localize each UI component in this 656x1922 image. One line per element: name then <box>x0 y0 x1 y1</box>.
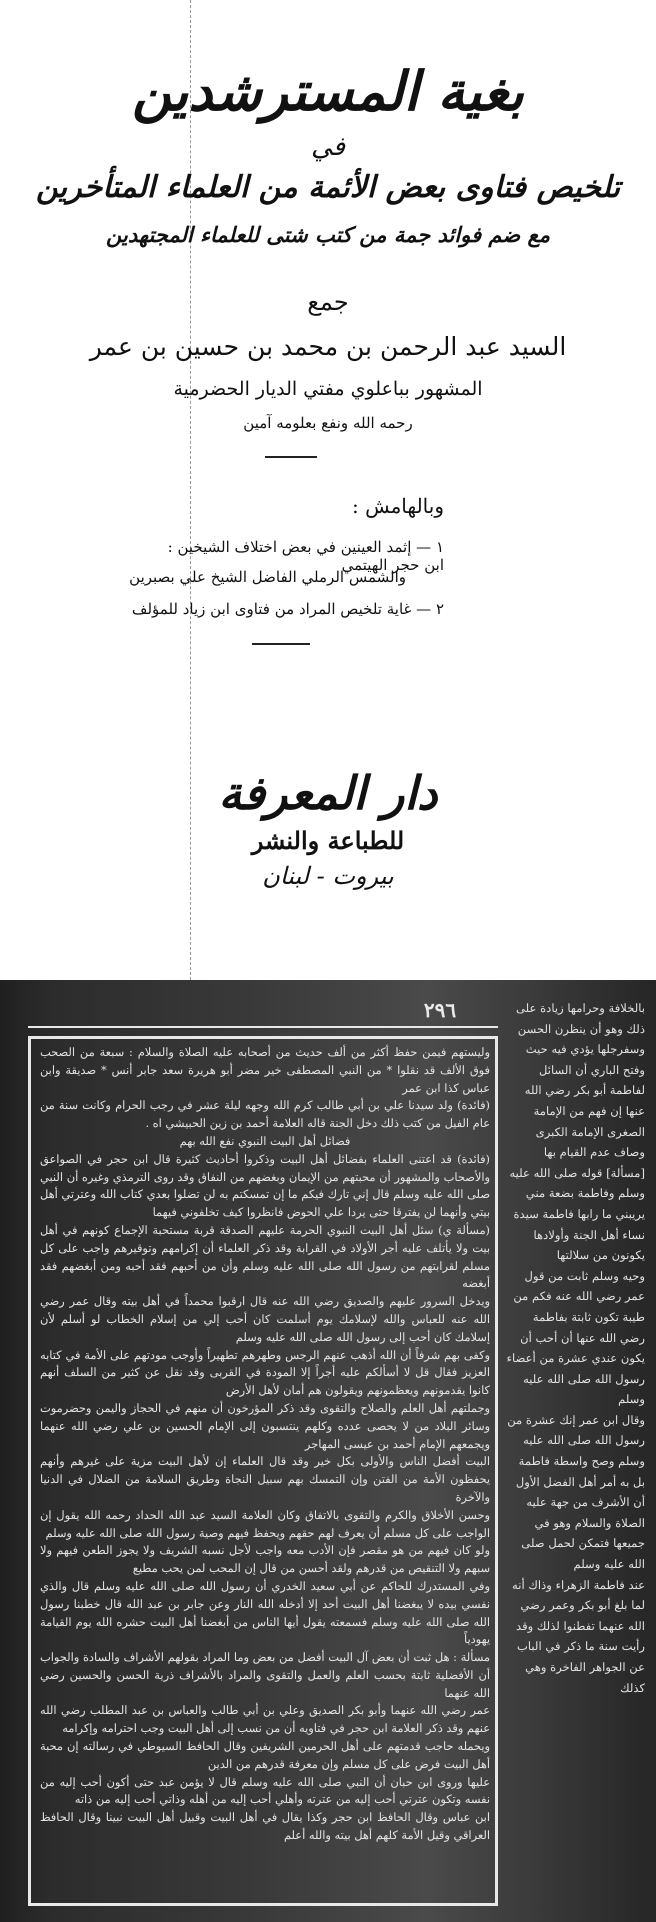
main-paragraph: وحسن الأخلاق والكرم والتقوى بالاتفاق وكان العلامة السيد عبد الله الحداد رحمه الله يقول إن الواجب على كل مسلم أن يعرف لهم حقهم ويحفظ فيهم وصية رسول الله صلى الله عليه وسلم <box>40 1507 490 1540</box>
margin-paragraph: وقال ابن عمر إنك عشرة من رسول الله صلى الله عليه وسلم وصح واسطة فاطمة بل به أمر أهل الفضل الأول أن الأشرف من جهة عليه الصلاة والسلام وهو في جميعها فتمكن لحمل صلى الله عليه وسلم <box>507 1412 645 1572</box>
divider <box>265 456 317 458</box>
publisher-subtitle: للطباعة والنشر <box>251 826 405 855</box>
main-paragraph: البيت أفضل الناس والأولى بكل خير وقد قال العلماء إن لأهل البيت مزية على غيرهم وأنهم يحفظون الأمة من الفتن وإن التمسك بهم سبيل النجاة وطريق السلامة من الضلال في الدنيا والآخرة <box>40 1454 490 1504</box>
author-title: المشهور بباعلوي مفتي الديار الحضرمية <box>173 378 483 400</box>
margin-item-2 <box>114 600 444 618</box>
divider <box>252 643 310 645</box>
margin-item-text: — إثمد العينين في بعض اختلاف الشيخين : ابن حجر الهيتمي <box>167 538 444 574</box>
main-paragraph: وفي المستدرك للحاكم عن أبي سعيد الخدري أن رسول الله صلى الله عليه وسلم قال والذي نفسي بيده لا يبغضنا أهل البيت أحد إلا أدخله الله النار وعن جابر بن عبد الله قال خطبنا رسول الله صلى الله عليه وسلم فسمعته يقول أيها الناس من أبغضنا أهل البيت حشره الله يوم القيامة يهودياً <box>40 1578 490 1647</box>
margin-heading: وبالهامش : <box>351 494 444 518</box>
margin-item-text: — غاية تلخيص المراد من فتاوى ابن زياد للمؤلف <box>131 600 432 618</box>
main-paragraph: (فائدة) ولد سيدنا علي بن أبي طالب كرم الله وجهه ليلة عشر في رجب الحرام وكانت سنة من عام الفيل من كتب ذلك دخل الجنة قاله العلامة أحمد بن زين الحبيشي اه . <box>40 1098 490 1131</box>
frame-top-rule <box>28 1026 498 1028</box>
publisher-name: دار المعرفة <box>218 766 438 820</box>
margin-text-column <box>505 998 645 1908</box>
book-subtitle-line-1: تلخيص فتاوى بعض الأئمة من العلماء المتأخرين <box>35 170 621 205</box>
main-paragraph: ويحمله حاجب قدمتهم على أهل الحرمين الشريفين وقال الحافظ السيوطي في رسالته إن محبة أهل البيت فرض على كل مسلم وإن معرفة قدرهم من الدين <box>40 1739 490 1771</box>
compiled-by-label: جمع <box>307 288 349 316</box>
book-title: بغية المسترشدين <box>132 59 524 123</box>
main-paragraph: (فائدة) قد اعتنى العلماء بفضائل أهل البيت وذكروا أحاديث كثيرة قال ابن حجر في الصواعق والأصحاب والمشهور أن محبتهم من الإيمان وبغضهم من النفاق وقد روى الترمذي وغيره أن النبي صلى الله عليه وسلم قال إني تارك فيكم ما إن تمسكتم به لن تضلوا بعدي كتاب الله وعترتي أهل بيتي وأنهما لن يفترقا حتى يردا علي الحوض فانظروا كيف تخلفوني فيهما <box>40 1151 490 1220</box>
main-paragraph: ابن عباس وقال الحافظ ابن حجر وكذا يقال في أهل البيت وقبيل أهل البيت نبينا وقال الحافظ العراقي وقيل الأمة كلهم أهل بيته والله أعلم <box>40 1810 490 1843</box>
main-paragraph: ويدخل السرور عليهم والصديق رضي الله عنه قال ارقبوا محمداً في أهل بيته وقال عمر رضي الله عنه للعباس والله لإسلامك يوم أسلمت كان أحب إلي من إسلام الخطاب لو أسلم لأن إسلامك كان أحب إلى رسول الله صلى الله عليه وسلم <box>40 1294 490 1344</box>
margin-paragraph: عند فاطمة الزهراء وذاك أنه لما بلغ أبو بكر وعمر رضي الله عنهما تفطنوا لذلك وقد رأيت سنة ما ذكر في الباب عن الجواهر الفاخرة وهي كذلك <box>512 1577 645 1695</box>
main-text-block <box>40 1044 490 1899</box>
page-number: ٢٩٦ <box>423 998 457 1022</box>
margin-item-number: ٢ <box>435 600 444 618</box>
publisher-city: بيروت - لبنان <box>262 862 394 890</box>
main-paragraph: عليها وروى ابن حبان أن النبي صلى الله عليه وسلم قال لا يؤمن عبد حتى أكون أحب إليه من نفسه وتكون عترتي أحب إليه من عترته وأهلي أحب إليه من أهله وذاتي أحب إليه من ذاته <box>40 1774 490 1807</box>
margin-paragraph: [مسألة] قوله صلى الله عليه وسلم وفاطمة بضعة مني يريبني ما رابها فاطمة سيدة نساء أهل الجنة وأولادها يكونون من سلالتها <box>509 1165 645 1263</box>
main-paragraph: وجملتهم أهل العلم والصلاح والتقوى وقد ذكر المؤرخون أن منهم في الحجاز واليمن وحضرموت وسائر البلاد من لا يحصى عدده وكلهم ينتسبون إلى الإمام الحسين بن علي رضي الله عنهما ويجمعهم الإمام أحمد بن عيسى المهاجر <box>40 1400 490 1451</box>
margin-item-number: ١ <box>435 538 444 556</box>
margin-item-1-continuation: والشمس الرملي الفاضل الشيخ علي بصبرين <box>129 568 406 586</box>
main-paragraph: وليستهم فيمن حفظ أكثر من ألف حديث من أصحابه عليه الصلاة والسلام : سبعة من الصحب فوق الألف قد نقلوا * من النبي المصطفى خير مضر أبو هريرة سعد جابر أنس * صديقة وابن عباس كذا ابن عمر <box>40 1045 490 1095</box>
main-paragraph: وكفى بهم شرفاً أن الله أذهب عنهم الرجس وطهرهم تطهيراً وأوجب مودتهم على الأمة في كتابه العزيز فقال قل لا أسألكم عليه أجراً إلا المودة في القربى وقد نقل عن كثير من السلف أنهم كانوا يقدمونهم ويعظمونهم ويقولون هم أمان لأهل الأرض <box>40 1347 490 1398</box>
title-connector: في <box>310 132 346 162</box>
section-heading: فضائل أهل البيت النبوي نفع الله بهم <box>179 1133 351 1148</box>
main-paragraph: ولو كان فيهم من هو مقصر فإن الأدب معه واجب لأجل نسبه الشريف ولا يجوز الطعن فيهم ولا سبهم ولا التنقيص من قدرهم ولقد أحسن من قال إن المحب لمن يحب مطيع <box>40 1543 490 1576</box>
margin-paragraph: بالخلافة وحرامها زيادة على ذلك وهو أن ينظرن الحسن وسفرجلها يؤدي فيه حيث وفتح الباري أن السائل لفاطمة أبو بكر رضي الله عنها إن فهم من الإمامة الصغرى الإمامة الكبرى وصاف عدم القيام بها <box>516 1001 645 1160</box>
main-paragraph: (مسألة ي) سئل أهل البيت النبوي الحرمة عليهم الصدقة قربة مستحبة الإجماع كونهم في أهل بيت ولا يأتلف عليه أجر الأولاد في القرابة وقد ذكر العلماء أن إكرامهم وتوقيرهم واجب على كل مسلم لقرابتهم من رسول الله صلى الله عليه وسلم وأن من أحبهم فقد أحبه ومن أبغضهم فقد أبغضه <box>40 1222 490 1291</box>
author-name: السيد عبد الرحمن بن محمد بن حسين بن عمر <box>89 332 567 361</box>
main-paragraph: عمر رضي الله عنهما وأبو بكر الصديق وعلي بن أبي طالب والعباس بن عبد المطلب رضي الله عنهم وقد ذكر العلامة ابن حجر في فتاويه أن من نسب إلى أهل البيت وجب احترامه وإكرامه <box>40 1703 490 1736</box>
book-subtitle-line-2: مع ضم فوائد جمة من كتب شتى للعلماء المجتهدين <box>106 222 550 247</box>
scanned-page <box>0 980 656 1922</box>
author-prayer: رحمه الله ونفع بعلومه آمين <box>243 414 413 432</box>
margin-paragraph: وحيه وسلم ثابت من قول عمر رضي الله عنه فكم من طيبة تكون ثابتة بفاطمة رضي الله عنها أن أحب أن يكون عندي عشرة من أعضاء رسول الله صلى الله عليه وسلم <box>506 1268 645 1407</box>
main-paragraph: مسألة : هل ثبت أن بعض آل البيت أفضل من بعض وما المراد بقولهم الأشراف والسادة والجواب أن الأفضلية ثابتة بحسب العلم والعمل والتقوى والمراد بالأشراف ذرية الحسن والحسين رضي الله عنهما <box>40 1650 490 1700</box>
